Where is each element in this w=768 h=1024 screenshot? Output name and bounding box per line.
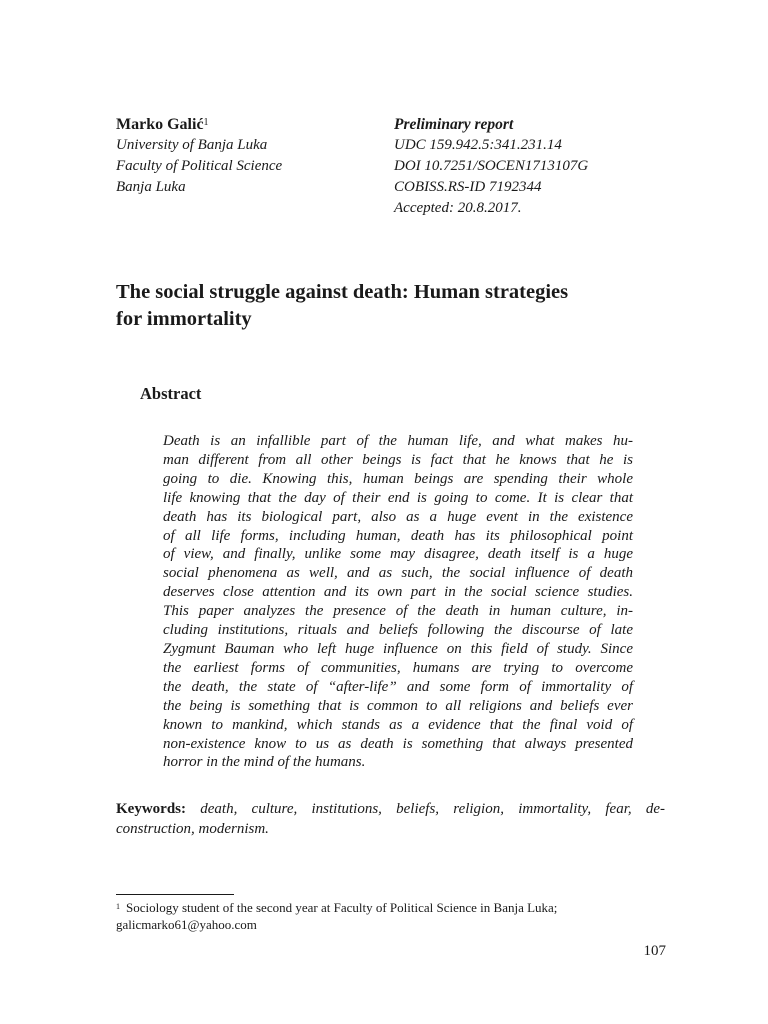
author-footnote-mark: 1 [203, 117, 209, 128]
keywords-text: death, culture, institutions, beliefs, religion, immortality, fear, de- [200, 801, 666, 817]
footnote-line [116, 899, 676, 916]
abstract-line: life knowing that the day of their end is going to come. It is clear that [163, 489, 633, 506]
affiliation-faculty: Faculty of Political Science [116, 158, 283, 174]
keywords-text: construction, modernism. [116, 821, 269, 837]
author-name-text: Marko Galić [116, 116, 204, 133]
abstract-line: social phenomena as well, and as such, the social influence of death [163, 565, 633, 582]
keywords-block [116, 799, 665, 839]
abstract-line: Zygmunt Bauman who left huge influence on this field of study. Since [163, 640, 633, 657]
page-number: 107 [643, 943, 666, 959]
abstract-line: cluding institutions, rituals and beliefs following the discourse of late [163, 622, 633, 639]
footnote-mark: 1 [116, 902, 120, 911]
doi-line: DOI 10.7251/SOCEN1713107G [394, 158, 589, 174]
udc-line: UDC 159.942.5:341.231.14 [394, 137, 562, 153]
abstract-line: going to die. Knowing this, human beings are spending their whole [163, 470, 633, 487]
abstract-line: the death, the state of “after-life” and some form of immortality of [163, 678, 633, 695]
abstract-line: Death is an infallible part of the human life, and what makes hu- [163, 433, 633, 449]
keywords-line [116, 819, 665, 839]
abstract-line: of all life forms, including human, death has its philosophical point [163, 527, 633, 544]
cobiss-line: COBISS.RS-ID 7192344 [394, 179, 542, 195]
abstract-line: known to mankind, which stands as a evidence that the final void of [163, 716, 633, 733]
keywords-label: Keywords: [116, 801, 186, 817]
author-block [116, 114, 376, 198]
footnote [116, 899, 676, 933]
abstract-heading: Abstract [140, 384, 202, 403]
affiliation-city: Banja Luka [116, 179, 186, 195]
paper-title-line: The social struggle against death: Human strategies [116, 281, 569, 303]
accepted-date: Accepted: 20.8.2017. [394, 200, 522, 216]
abstract-line: of view, and finally, unlike some may disagree, death itself is a huge [163, 546, 633, 563]
abstract-body [163, 432, 633, 772]
abstract-line: deserves close attention and its own part in the social science studies. [163, 584, 633, 601]
author-name [116, 114, 376, 135]
footnote-divider [116, 894, 234, 895]
abstract-line: non-existence know to us as death is something that always presented [163, 735, 633, 752]
keywords-line [116, 799, 665, 819]
report-type: Preliminary report [394, 116, 514, 133]
metadata-block [394, 114, 694, 219]
abstract-line: This paper analyzes the presence of the death in human culture, in- [163, 603, 633, 620]
affiliation-university: University of Banja Luka [116, 137, 268, 153]
abstract-line: the being is something that is common to all religions and beliefs ever [163, 697, 633, 714]
footnote-email: galicmarko61@yahoo.com [116, 917, 257, 932]
footnote-text: Sociology student of the second year at Faculty of Political Science in Banja Luka; [126, 900, 558, 915]
paper-title [116, 279, 676, 333]
paper-title-line: for immortality [116, 308, 252, 330]
abstract-line: the earliest forms of communities, humans are trying to overcome [163, 659, 633, 676]
abstract-line: man different from all other beings is fact that he knows that he is [163, 451, 633, 468]
abstract-line: horror in the mind of the humans. [163, 754, 366, 771]
abstract-line: death has its biological part, also as a huge event in the existence [163, 508, 633, 525]
